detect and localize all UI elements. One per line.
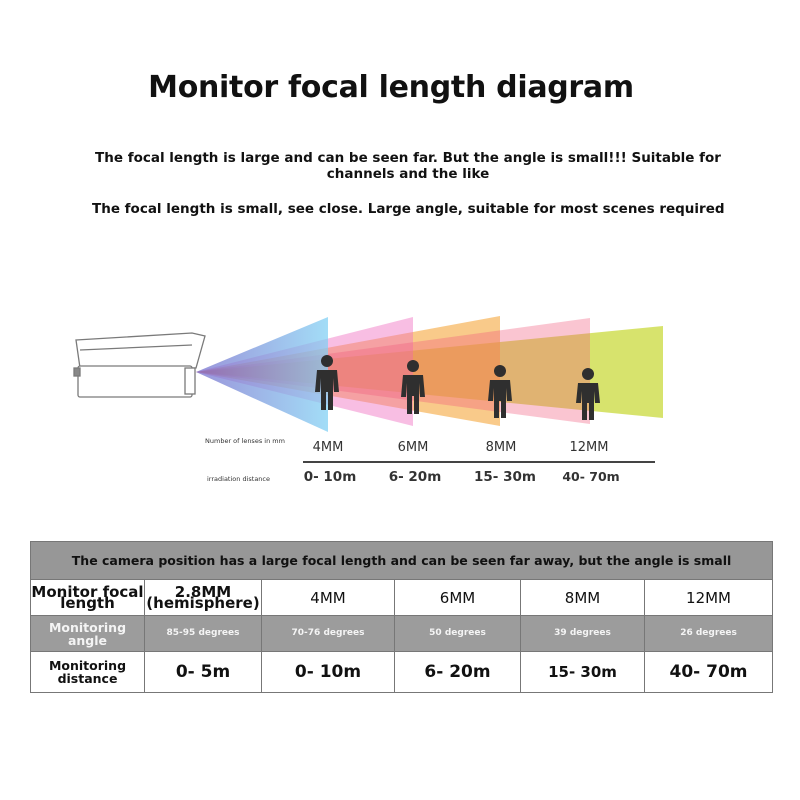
table-header-row bbox=[31, 542, 773, 580]
page-title: Monitor focal length diagram bbox=[148, 70, 634, 105]
focal-label-8mm: 8MM bbox=[485, 440, 517, 455]
distance-label-4mm: 0- 10m bbox=[303, 469, 357, 485]
table-row bbox=[31, 580, 773, 616]
lens-axis-label: Number of lenses in mm bbox=[205, 437, 285, 445]
table-cell: 15- 30m bbox=[521, 652, 645, 693]
focal-label-12mm: 12MM bbox=[569, 440, 609, 455]
focal-label-6mm: 6MM bbox=[397, 440, 429, 455]
distance-label-8mm: 15- 30m bbox=[474, 469, 536, 485]
table-cell: 26 degrees bbox=[645, 616, 773, 652]
table-cell: 85-95 degrees bbox=[145, 616, 262, 652]
description-far: The focal length is large and can be seen far. But the angle is small!!! Suitable for channels and the like bbox=[95, 150, 721, 182]
table-cell: 4MM bbox=[262, 580, 395, 616]
table-row bbox=[31, 616, 773, 652]
beam-4mm bbox=[196, 317, 328, 432]
table-cell: 0- 5m bbox=[145, 652, 262, 693]
table-cell: 70-76 degrees bbox=[262, 616, 395, 652]
table-row bbox=[31, 652, 773, 693]
table-cell: 39 degrees bbox=[521, 616, 645, 652]
row-label-distance: Monitoring distance bbox=[31, 652, 145, 693]
divider-line bbox=[303, 461, 655, 463]
description-near: The focal length is small, see close. Large angle, suitable for most scenes required bbox=[92, 201, 725, 217]
table-header: The camera position has a large focal length and can be seen far away, but the angle is small bbox=[31, 542, 773, 580]
table-cell: 0- 10m bbox=[262, 652, 395, 693]
camera-icon bbox=[74, 333, 205, 397]
table-cell: 50 degrees bbox=[395, 616, 521, 652]
spec-table bbox=[30, 541, 773, 693]
row-label-angle: Monitoring angle bbox=[31, 616, 145, 652]
table-cell: 2.8MM (hemisphere) bbox=[145, 580, 262, 616]
distance-label-6mm: 6- 20m bbox=[388, 469, 442, 485]
table-cell: 6MM bbox=[395, 580, 521, 616]
table-cell: 6- 20m bbox=[395, 652, 521, 693]
table-cell: 8MM bbox=[521, 580, 645, 616]
table-cell: 12MM bbox=[645, 580, 773, 616]
distance-axis-label: irradiation distance bbox=[207, 475, 270, 483]
table-cell: 40- 70m bbox=[645, 652, 773, 693]
row-label-focal: Monitor focal length bbox=[31, 580, 145, 616]
distance-label-12mm: 40- 70m bbox=[562, 469, 620, 484]
focal-label-4mm: 4MM bbox=[312, 440, 344, 455]
